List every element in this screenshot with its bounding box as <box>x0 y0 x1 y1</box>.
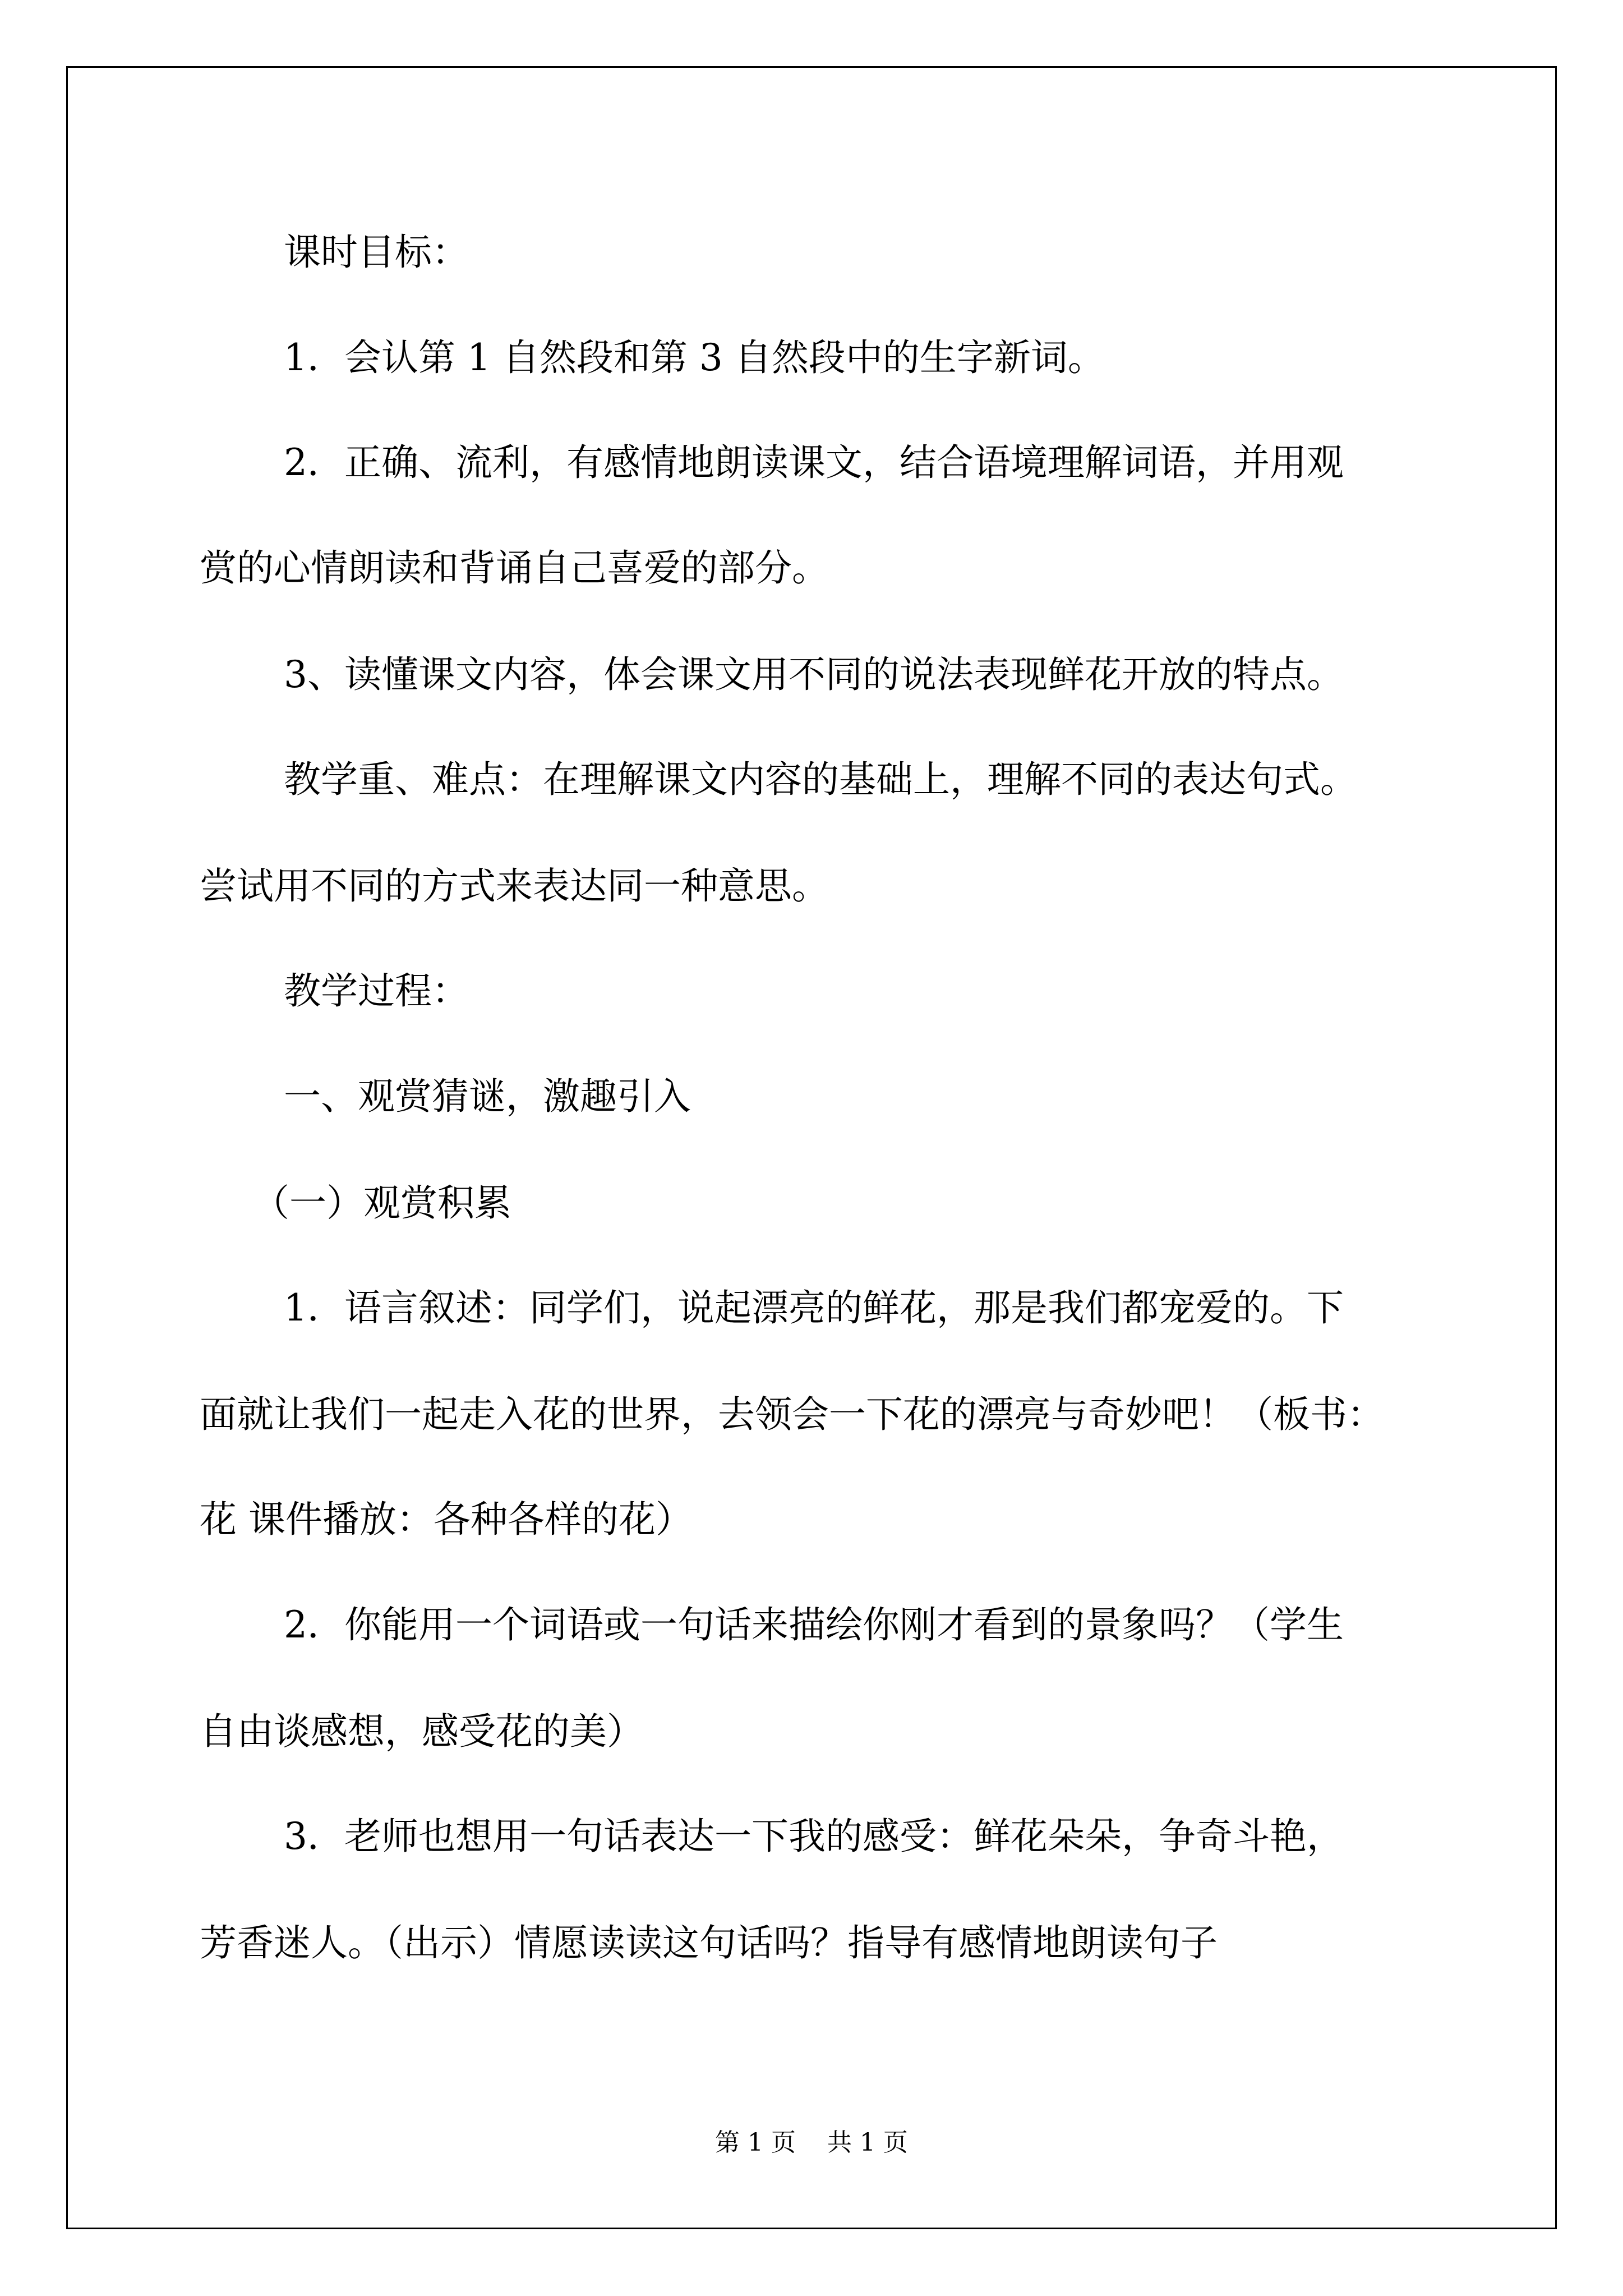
section-1-heading: 一、观赏猜谜，激趣引入 <box>284 1075 691 1118</box>
step-1-line-3: 花 课件播放：各种各样的花） <box>200 1498 693 1541</box>
process-heading: 教学过程： <box>284 969 469 1013</box>
objective-2-line-1: 2．正确、流利，有感情地朗读课文，结合语境理解词语，并用观 <box>284 441 1344 484</box>
objective-1: 1．会认第 1 自然段和第 3 自然段中的生字新词。 <box>284 336 1105 379</box>
objectives-heading: 课时目标： <box>284 231 469 274</box>
key-points-line-1: 教学重、难点：在理解课文内容的基础上，理解不同的表达句式。 <box>284 758 1357 801</box>
objective-2-line-2: 赏的心情朗读和背诵自己喜爱的部分。 <box>200 546 829 590</box>
page-border <box>66 66 1557 2229</box>
step-2-line-1: 2．你能用一个词语或一句话来描绘你刚才看到的景象吗？（学生 <box>284 1603 1344 1646</box>
step-2-line-2: 自由谈感想，感受花的美） <box>200 1710 644 1753</box>
step-1-line-2: 面就让我们一起走入花的世界，去领会一下花的漂亮与奇妙吧！（板书： <box>200 1393 1384 1436</box>
objective-3: 3、读懂课文内容，体会课文用不同的说法表现鲜花开放的特点。 <box>284 653 1344 696</box>
subsection-1-heading: （一）观赏积累 <box>252 1181 511 1225</box>
step-3-line-1: 3．老师也想用一句话表达一下我的感受：鲜花朵朵，争奇斗艳， <box>284 1815 1344 1858</box>
step-1-line-1: 1．语言叙述：同学们，说起漂亮的鲜花，那是我们都宠爱的。下 <box>284 1286 1344 1329</box>
page-footer: 第 1 页 共 1 页 <box>715 2128 908 2157</box>
step-3-line-2: 芳香迷人。（出示）情愿读读这句话吗？指导有感情地朗读句子 <box>200 1921 1218 1964</box>
key-points-line-2: 尝试用不同的方式来表达同一种意思。 <box>200 864 829 908</box>
